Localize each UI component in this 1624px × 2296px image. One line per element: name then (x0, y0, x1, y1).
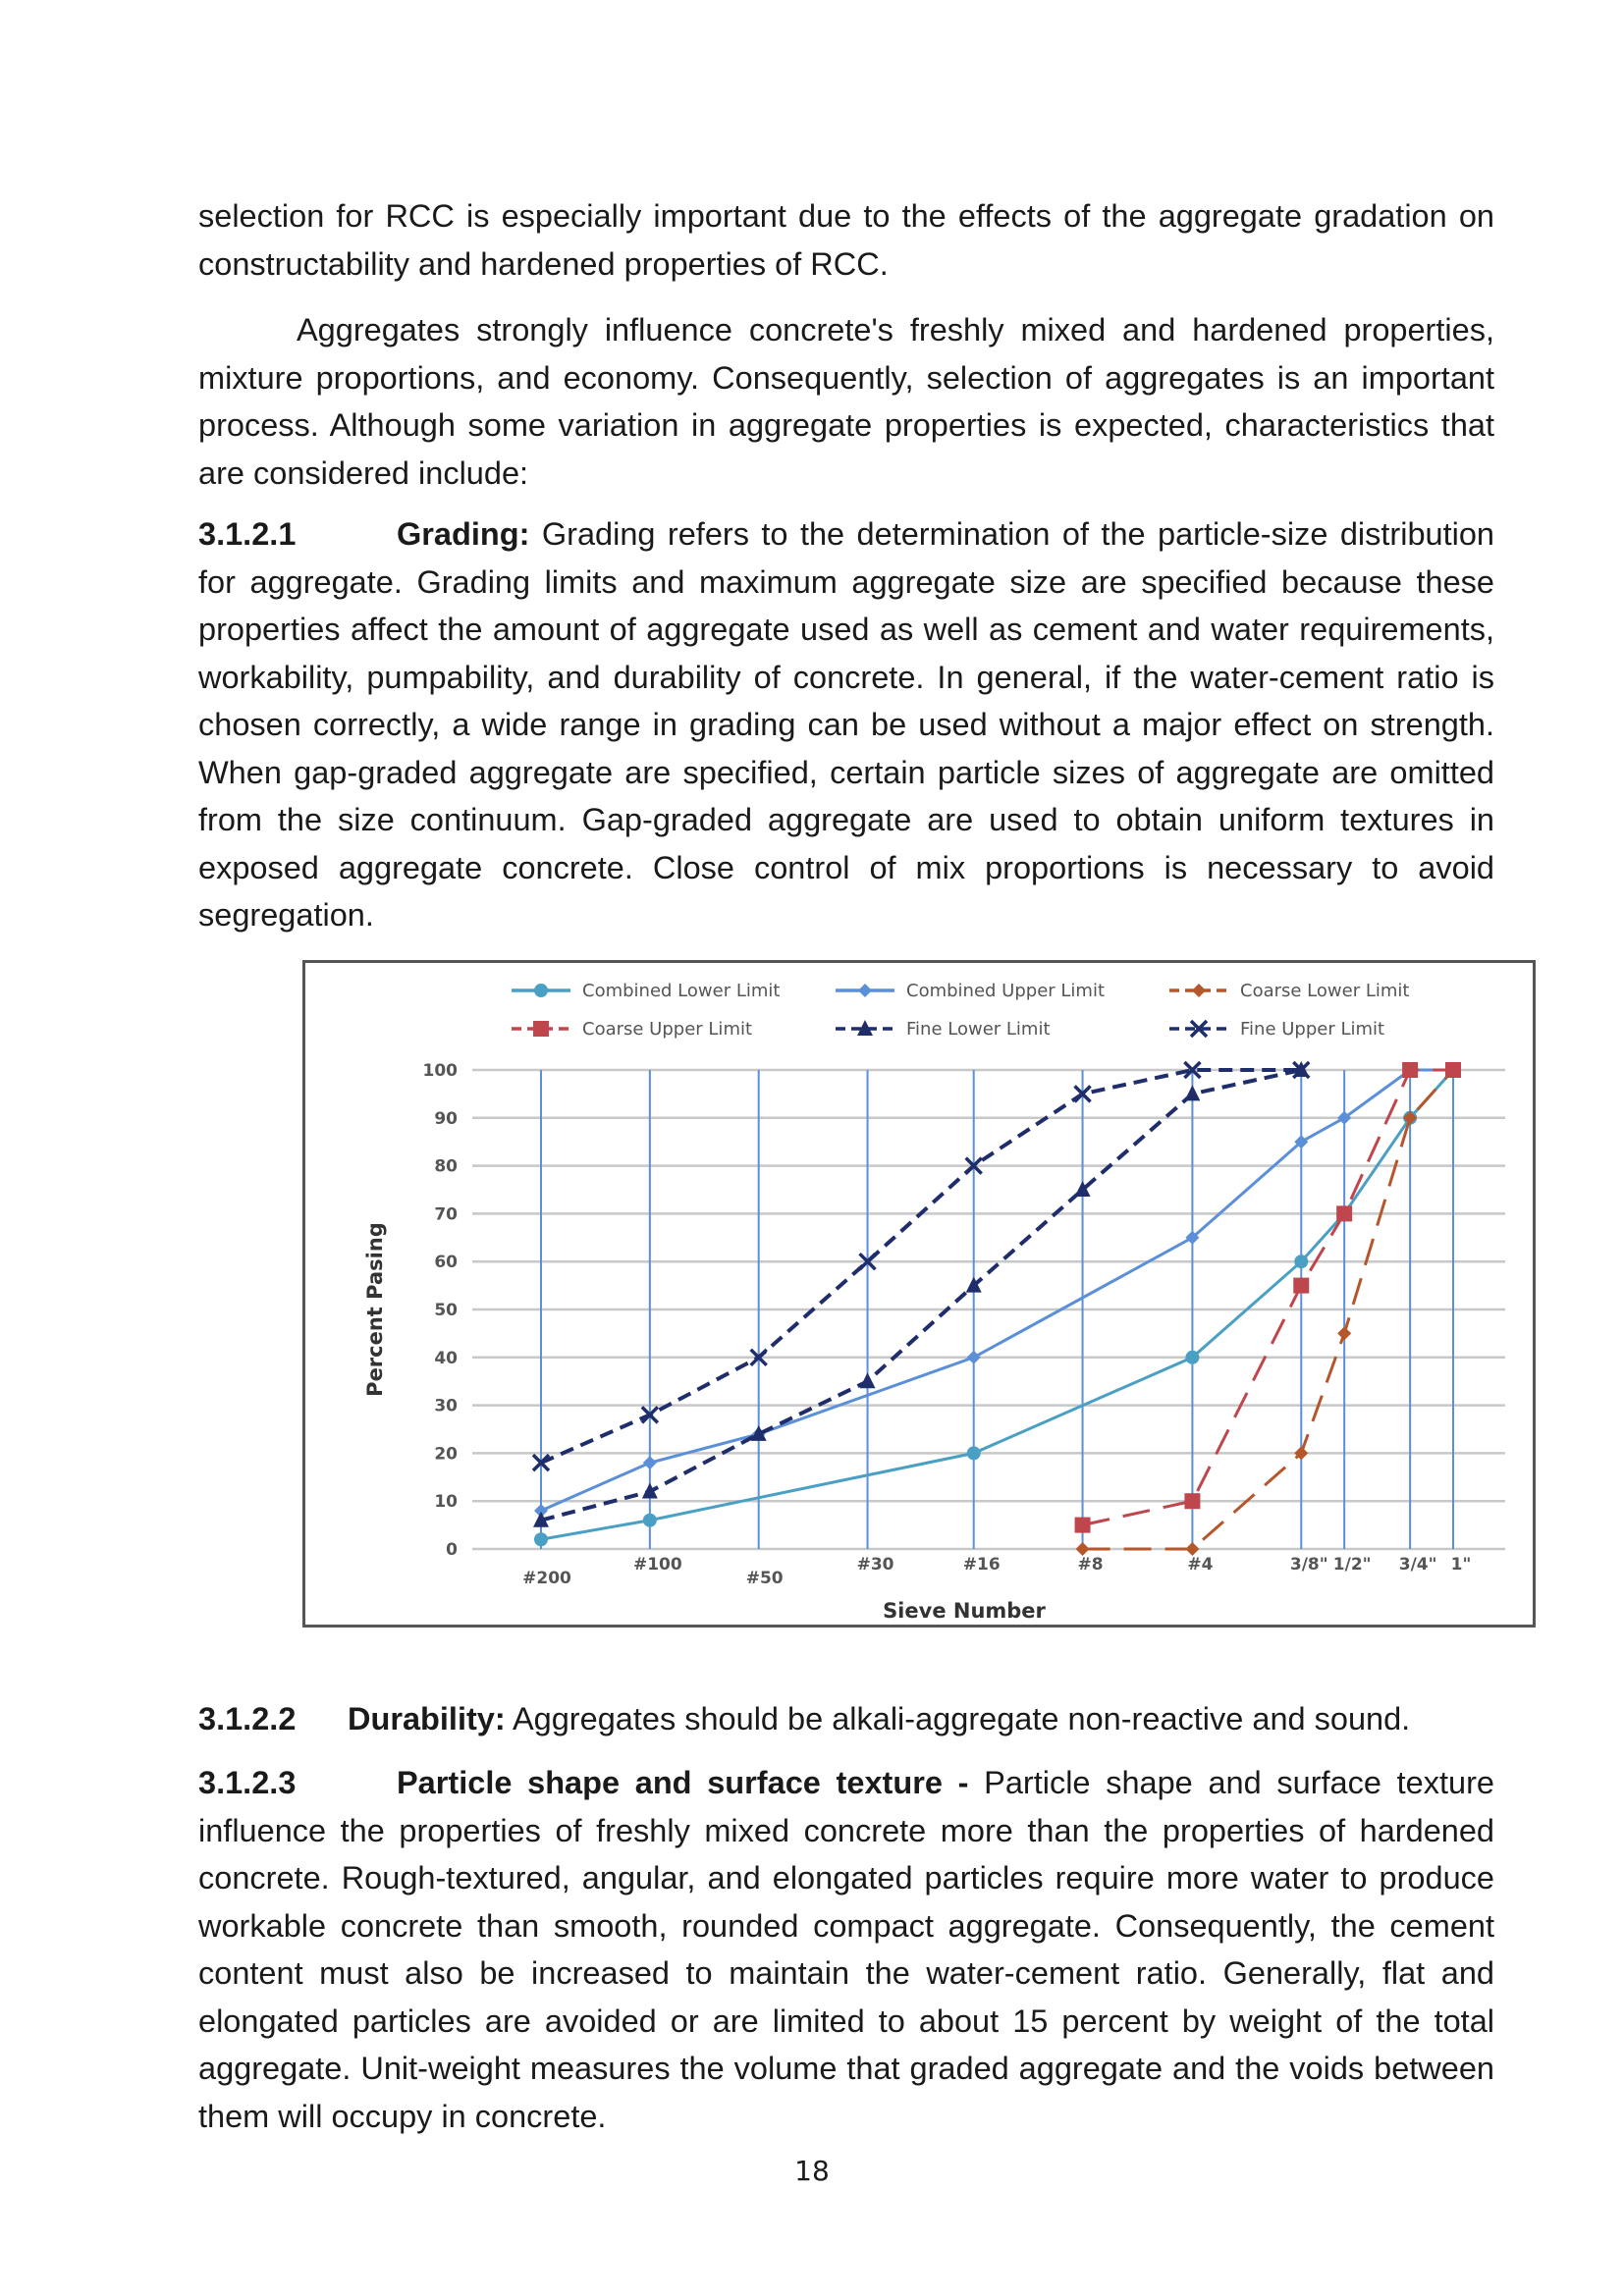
x-tick-label: #100 (632, 1555, 682, 1575)
paragraph-intro (198, 192, 1494, 288)
x-tick-label: #50 (745, 1569, 784, 1588)
data-point (1076, 1542, 1090, 1556)
x-tick-label: #4 (1187, 1555, 1214, 1575)
section-number: 3.1.2.3 (198, 1765, 297, 1800)
legend-label: Coarse Lower Limit (1240, 981, 1410, 1001)
section-title: Particle shape and surface texture - (397, 1765, 969, 1800)
y-tick-label: 50 (434, 1301, 458, 1320)
intro-text: selection for RCC is especially important due to the effects of the aggregate gradation on constructability and hardened properties of RCC. (198, 198, 1494, 282)
data-point (1075, 1518, 1091, 1533)
x-tick-label: #16 (962, 1555, 1001, 1575)
data-point (1184, 1493, 1200, 1509)
y-tick-label: 100 (422, 1061, 458, 1081)
data-point (534, 1532, 548, 1546)
section-number: 3.1.2.2 (198, 1701, 297, 1736)
y-tick-label: 30 (434, 1396, 458, 1416)
section-particle-shape (198, 1759, 1494, 2140)
y-tick-label: 20 (434, 1444, 458, 1465)
data-point (967, 1446, 981, 1460)
paragraph-aggregates (198, 306, 1494, 497)
y-tick-label: 0 (446, 1540, 458, 1560)
gradation-chart (302, 960, 1536, 1628)
data-point (643, 1456, 657, 1469)
data-point (1185, 1542, 1199, 1556)
section-body: Grading refers to the determination of the particle-size distribution for aggregate. Grading limits and maximum aggregate size are specified because these properties affect the amount of aggregate used as well as cement and water requirements, workability, pumpability, and durability of concrete. In general, if the water-cement ratio is chosen correctly, a wide range in grading can be used without a major effect on strength. When gap-graded aggregate are specified, certain particle sizes of aggregate are omitted from the size continuum. Gap-graded aggregate are used to obtain uniform textures in exposed aggregate concrete. Close control of mix proportions is necessary to avoid segregation. (198, 516, 1495, 933)
x-tick-label: #30 (856, 1555, 894, 1575)
legend-label: Fine Upper Limit (1240, 1019, 1385, 1040)
legend-label: Combined Lower Limit (582, 981, 781, 1001)
series-line-2 (541, 1070, 1453, 1511)
data-point (1337, 1326, 1351, 1340)
page-number: 18 (794, 2155, 830, 2187)
section-grading (198, 510, 1494, 939)
data-point (1184, 1085, 1200, 1100)
legend-marker (533, 1021, 549, 1037)
legend-marker (534, 984, 548, 997)
legend-label: Fine Lower Limit (906, 1019, 1051, 1040)
section-title: Durability: (348, 1701, 506, 1736)
x-tick-label: #8 (1077, 1555, 1104, 1575)
y-tick-label: 60 (434, 1253, 458, 1273)
section-title: Grading: (397, 516, 530, 552)
y-tick-label: 40 (434, 1348, 458, 1368)
y-tick-label: 10 (434, 1492, 458, 1513)
legend-label: Coarse Upper Limit (582, 1019, 753, 1040)
x-tick-label: 1/2" (1332, 1555, 1372, 1575)
legend-label: Combined Upper Limit (906, 981, 1106, 1001)
section-body: Particle shape and surface texture influence the properties of freshly mixed concrete more than the properties of hardened concrete. Rough-textured, angular, and elongated particles require more water to produce workable concrete than smooth, rounded compact aggregate. Consequently, the cement content must also be increased to maintain the water-cement ratio. Generally, flat and elongated particles are avoided or are limited to about 15 percent by weight of the total aggregate. Unit-weight measures the volume that graded aggregate and the voids between them will occupy in concrete. (198, 1765, 1495, 2134)
data-point (967, 1351, 981, 1364)
section-body: Aggregates should be alkali-aggregate non-reactive and sound. (512, 1701, 1411, 1736)
legend-marker (1192, 984, 1206, 997)
section-durability (198, 1695, 1494, 1743)
chart-svg (305, 963, 1533, 1625)
data-point (1402, 1062, 1418, 1078)
y-tick-label: 70 (434, 1204, 458, 1225)
series-line-6 (541, 1070, 1301, 1463)
data-point (643, 1514, 657, 1527)
x-tick-label: 3/4" (1398, 1555, 1437, 1575)
data-point (1293, 1278, 1309, 1294)
legend-marker (858, 984, 872, 997)
data-point (1294, 1255, 1308, 1268)
x-tick-label: #200 (522, 1569, 571, 1588)
data-point (1336, 1205, 1352, 1221)
x-axis-title: Sieve Number (883, 1599, 1046, 1623)
series-line-1 (541, 1070, 1453, 1539)
y-axis-title: Percent Pasing (363, 1222, 387, 1397)
x-tick-label: 3/8" (1289, 1555, 1328, 1575)
section-number: 3.1.2.1 (198, 516, 297, 552)
y-tick-label: 90 (434, 1108, 458, 1129)
data-point (860, 1372, 876, 1388)
aggregates-text: Aggregates strongly influence concrete's freshly mixed and hardened properties, mixture proportions, and economy. Consequently, selection of aggregates is an important process. Although some variation in aggregate properties is expected, characteristics that are considered include: (198, 312, 1494, 491)
y-tick-label: 80 (434, 1156, 458, 1177)
data-point (1445, 1062, 1461, 1078)
x-tick-label: 1" (1450, 1555, 1472, 1575)
data-point (1185, 1351, 1199, 1364)
